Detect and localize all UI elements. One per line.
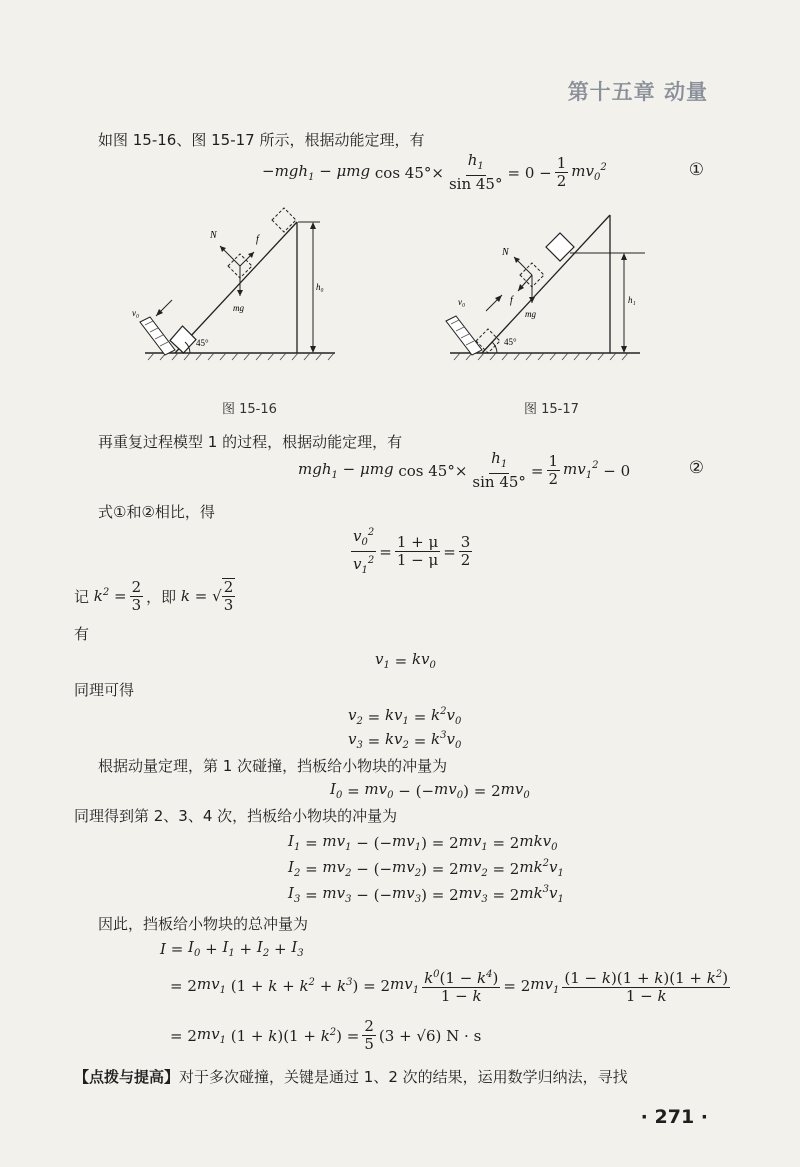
equation-I0: $I_0$ = $mv_0$ − (− $mv_0$ ) = 2 $mv_0$ bbox=[330, 780, 530, 801]
equation-number-2: ② bbox=[688, 458, 704, 478]
label-f: f bbox=[510, 295, 513, 306]
chapter-header: 第十五章 动量 bbox=[567, 80, 708, 104]
equation-total-1: I = $I_0$ + $I_1$ + $I_2$ + $I_3$ bbox=[160, 938, 304, 959]
paragraph-similarly: 同理可得 bbox=[74, 681, 135, 699]
figure-15-17 bbox=[430, 205, 670, 370]
equation-I3: $I_3$ = $mv_3$ − (− $mv_3$ ) = 2 $mv_3$ = 2 $mk^3v_1$ bbox=[288, 884, 564, 905]
label-mg: mg bbox=[233, 303, 244, 313]
label-h1: h₁ bbox=[628, 295, 636, 305]
equation-number-1: ① bbox=[688, 160, 704, 180]
equation-ratio: $\frac{v_0^2}{v_1^2}$ = $\frac{1 + \mu}{1 - \mu}$ = $\frac{3}{2}$ bbox=[348, 524, 475, 579]
equation-v1: $v_1$ = $kv_0$ bbox=[375, 650, 436, 671]
paragraph-compare: 式①和②相比，得 bbox=[98, 503, 215, 521]
tip-text: 对于多次碰撞，关键是通过 1、2 次的结果，运用数学归纳法，寻找 bbox=[179, 1068, 628, 1086]
tip-label: 【点拨与提高】 bbox=[74, 1068, 180, 1086]
k-definition: 记 $k^2$ = $\frac{2}{3}$ ，即 k = √ $\frac{2}{3}$ bbox=[74, 577, 234, 614]
paragraph-total: 因此，挡板给小物块的总冲量为 bbox=[98, 915, 309, 933]
paragraph-momentum: 根据动量定理，第 1 次碰撞，挡板给小物块的冲量为 bbox=[98, 757, 448, 775]
label-N: N bbox=[210, 230, 217, 241]
label-v0: v₀ bbox=[132, 308, 140, 318]
figure-15-16 bbox=[120, 200, 360, 370]
paragraph-repeat: 再重复过程模型 1 的过程，根据动能定理，有 bbox=[98, 433, 403, 451]
paragraph-impulses: 同理得到第 2、3、4 次，挡板给小物块的冲量为 bbox=[74, 807, 398, 825]
caption-15-17: 图 15-17 bbox=[524, 402, 579, 417]
label-mg: mg bbox=[525, 309, 536, 319]
equation-total-3: = 2 $mv_1$ (1 + k )(1 + $k^2$ ) = $\frac{2}{5}$ (3 + √6) N · s bbox=[170, 1017, 482, 1053]
equation-I1: $I_1$ = $mv_1$ − (− $mv_1$ ) = 2 $mv_1$ = 2 mkv$_0$ bbox=[288, 832, 558, 853]
equation-I2: $I_2$ = $mv_2$ − (− $mv_2$ ) = 2 $mv_2$ = 2 $mk^2v_1$ bbox=[288, 858, 564, 879]
label-h0: h₀ bbox=[316, 282, 324, 292]
equation-1: −mgh$_1$ − μmg cos 45°× $\frac{h_1}{\sin 45^\circ}$ = 0 − $\frac{1}{2}$ $mv_0^2$ bbox=[262, 151, 607, 193]
equation-total-2: = 2 $mv_1$ (1 + k + $k^2$ + $k^3$ ) = 2 $mv_1$ $\frac{k^0(1 - k^4)}{1 - k}$ = 2 $mv_1$ $\frac{(1 - k)(1 + k)(1 + k^2)}{1 - k}$ bbox=[170, 966, 733, 1005]
label-N: N bbox=[502, 247, 509, 258]
label-angle: 45° bbox=[196, 338, 209, 348]
equation-v3: $v_3$ = $kv_2$ = $k^3v_0$ bbox=[348, 730, 462, 751]
label-angle: 45° bbox=[504, 337, 517, 347]
label-v0: v₀ bbox=[458, 297, 466, 307]
equation-2: mgh$_1$ − μmg cos 45°× $\frac{h_1}{\sin 45^\circ}$ = $\frac{1}{2}$ $mv_1^2$ − 0 bbox=[298, 449, 631, 491]
equation-v2: $v_2$ = $kv_1$ = $k^2v_0$ bbox=[348, 706, 462, 727]
caption-15-16: 图 15-16 bbox=[222, 402, 277, 417]
paragraph-have: 有 bbox=[74, 625, 90, 643]
label-f: f bbox=[256, 234, 259, 245]
tip-paragraph bbox=[74, 1066, 628, 1087]
page-number: · 271 · bbox=[640, 1106, 708, 1128]
paragraph-intro: 如图 15-16、图 15-17 所示，根据动能定理，有 bbox=[98, 131, 425, 149]
